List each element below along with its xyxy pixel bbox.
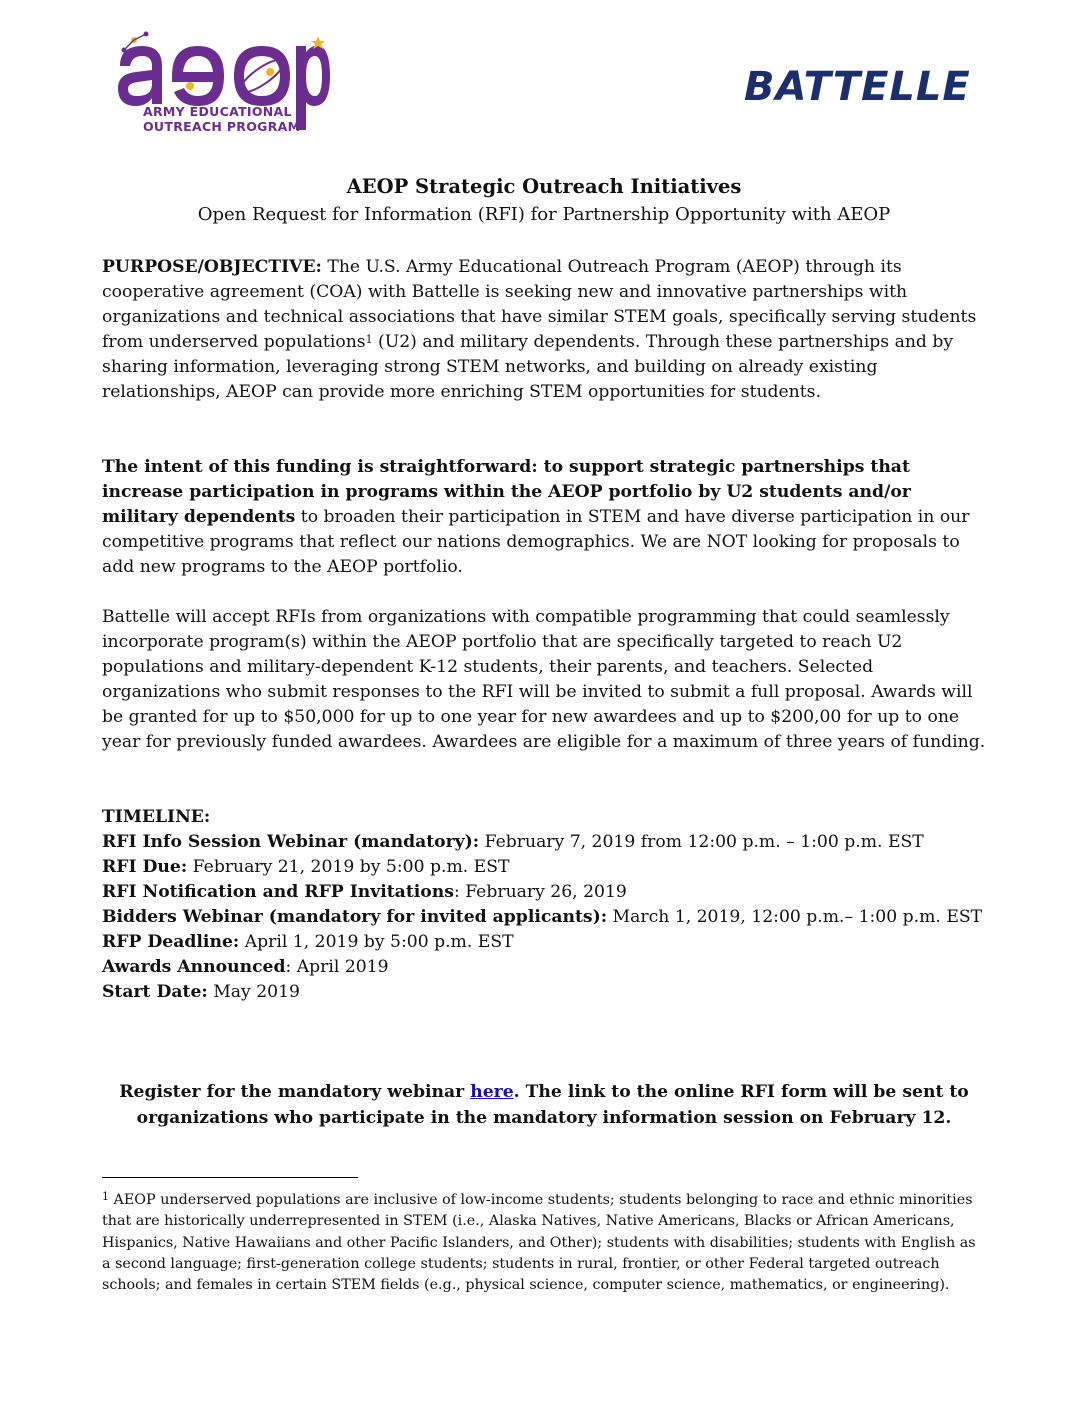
- timeline-item-label: Start Date:: [102, 982, 208, 1002]
- timeline-item: [102, 930, 992, 955]
- register-notice: [102, 1079, 986, 1131]
- timeline-item-value: : April 2019: [285, 957, 389, 977]
- intent-bold-text: The intent of this funding is straightforward: to support strategic partnerships that increase participation in programs within the AEOP portfolio by U2 students and/or military dependents: [102, 457, 911, 527]
- purpose-paragraph: [102, 255, 992, 405]
- register-text-after: . The link to the online RFI form will be sent to organizations who participate in the mandatory information session on February 12.: [136, 1082, 969, 1128]
- battelle-paragraph: Battelle will accept RFIs from organizations with compatible programming that could seamlessly incorporate program(s) within the AEOP portfolio that are specifically targeted to reach U2 populations and military-dependent K-12 students, their parents, and teachers. Selected organizations who submit responses to the RFI will be invited to submit a full proposal. Awards will be granted for up to $50,000 for up to one year for new awardees and up to $200,00 for up to one year for previously funded awardees. Awardees are eligible for a maximum of three years of funding.: [102, 607, 986, 752]
- timeline-item-label: RFP Deadline:: [102, 932, 240, 952]
- intent-text: to broaden their participation in STEM and have diverse participation in our competitive programs that reflect our nations demographics. We are NOT looking for proposals to add new programs to the AEOP portfolio.: [102, 507, 970, 577]
- document-subtitle: Open Request for Information (RFI) for Partnership Opportunity with AEOP: [197, 204, 891, 225]
- timeline-heading: TIMELINE:: [102, 807, 211, 827]
- timeline-item: [102, 855, 992, 880]
- timeline-item: [102, 880, 992, 905]
- battelle-logo-text: BATTELLE: [744, 64, 971, 106]
- footnote-text: AEOP underserved populations are inclusive of low‐income students; students belonging to race and ethnic minorities that are historically underrepresented in STEM (i.e., Alaska Natives, Native Americans, Blacks or African Americans, Hispanics, Native Hawaiians and other Pacific Islanders, and Other); students with disabilities; students with English as a second language; first‐generation college students; students in rural, frontier, or other Federal targeted outreach schools; and females in certain STEM fields (e.g., physical science, computer science, mathematics, or engineering).: [102, 1192, 976, 1294]
- purpose-text-b: (U2) and military dependents. Through these partnerships and by sharing information, leveraging strong STEM networks, and building on already existing relationships, AEOP can provide more enriching STEM opportunities for students.: [102, 332, 954, 402]
- intent-paragraph: [102, 455, 992, 580]
- timeline-item-value: February 7, 2019 from 12:00 p.m. – 1:00 p.m. EST: [479, 832, 924, 852]
- timeline-item-value: April 1, 2019 by 5:00 p.m. EST: [239, 932, 514, 952]
- timeline-section: [102, 805, 992, 1005]
- purpose-label: PURPOSE/OBJECTIVE:: [102, 257, 322, 277]
- timeline-item-label: RFI Due:: [102, 857, 188, 877]
- register-webinar-link[interactable]: here: [470, 1082, 514, 1102]
- footnote-reference[interactable]: 1: [365, 333, 373, 346]
- battelle-logo: [742, 62, 978, 106]
- timeline-item-label: RFI Notification and RFP Invitations: [102, 882, 454, 902]
- register-text-before: Register for the mandatory webinar: [119, 1082, 471, 1102]
- timeline-item: [102, 955, 992, 980]
- timeline-item-label: Awards Announced: [102, 957, 286, 977]
- footnote-divider: [102, 1177, 358, 1178]
- footnote-mark: 1: [102, 1190, 109, 1203]
- timeline-item-value: February 21, 2019 by 5:00 p.m. EST: [187, 857, 510, 877]
- timeline-item-value: May 2019: [207, 982, 300, 1002]
- timeline-item: [102, 905, 992, 930]
- footnote: [102, 1190, 988, 1296]
- timeline-item-value: : February 26, 2019: [453, 882, 627, 902]
- document-title: AEOP Strategic Outreach Initiatives: [346, 175, 742, 198]
- timeline-item: [102, 830, 992, 855]
- timeline-item-label: RFI Info Session Webinar (mandatory):: [102, 832, 480, 852]
- aeop-logo-subtext: ARMY EDUCATIONAL OUTREACH PROGRAM: [143, 104, 301, 134]
- timeline-item: [102, 980, 992, 1005]
- purpose-text-a: The U.S. Army Educational Outreach Program (AEOP) through its cooperative agreement (COA) with Battelle is seeking new and innovative partnerships with organizations and technical associations that have similar STEM goals, specifically serving students from underserved populations: [102, 257, 977, 352]
- timeline-item-label: Bidders Webinar (mandatory for invited applicants):: [102, 907, 608, 927]
- timeline-item-value: March 1, 2019, 12:00 p.m.– 1:00 p.m. EST: [607, 907, 983, 927]
